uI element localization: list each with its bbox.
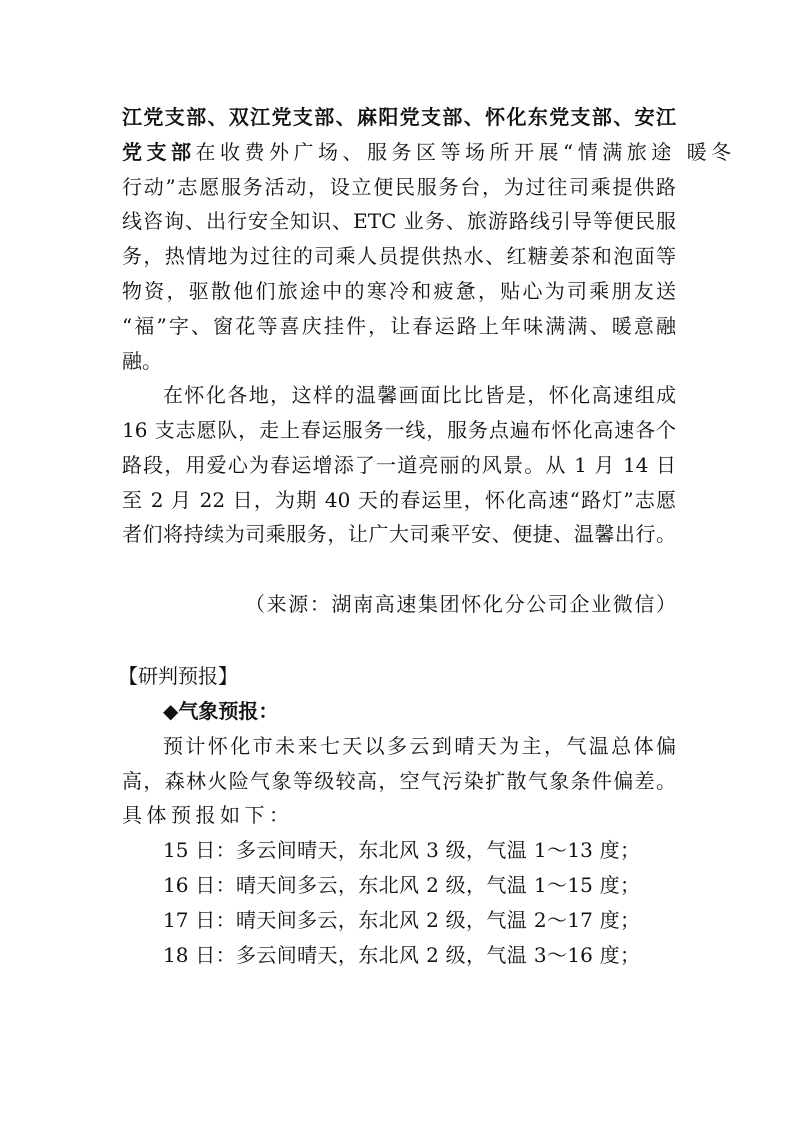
paragraph1-line: 物资，驱散他们旅途中的寒冷和疲惫，贴心为司乘朋友送 [122, 279, 676, 303]
paragraph2-line: 路段，用爱心为春运增添了一道亮丽的风景。从 1 月 14 日 [122, 453, 676, 477]
forecast-line: 17 日：晴天间多云，东北风 2 级，气温 2～17 度； [163, 908, 640, 932]
forecast-line: 18 日：多云间晴天，东北风 2 级，气温 3～16 度； [163, 943, 640, 967]
paragraph1-line: 行动”志愿服务活动，设立便民服务台，为过往司乘提供路 [122, 175, 676, 199]
paragraph1-line-2 [122, 139, 736, 165]
bold-party-branch: 党支部 [122, 140, 196, 164]
intro-line: 具体预报如下： [122, 803, 294, 827]
paragraph1-line-1 [122, 104, 676, 130]
paragraph2-line: 16 支志愿队，走上春运服务一线，服务点遍布怀化高速各个 [122, 418, 676, 442]
intro-line: 预计怀化市未来七天以多云到晴天为主，气温总体偏 [163, 734, 676, 758]
paragraph1-line: “福”字、窗花等喜庆挂件，让春运路上年味满满、暖意融 [122, 314, 676, 338]
paragraph1-line: 线咨询、出行安全知识、ETC 业务、旅游路线引导等便民服 [122, 209, 676, 233]
intro-line: 高，森林火险气象等级较高，空气污染扩散气象条件偏差。 [122, 769, 676, 793]
source-note: （来源：湖南高速集团怀化分公司企业微信） [245, 592, 676, 616]
text: 在收费外广场、服务区等场所开展“情满旅途 暖冬 [195, 140, 736, 164]
section-heading: 【研判预报】 [118, 664, 238, 688]
paragraph2-line: 在怀化各地，这样的温馨画面比比皆是，怀化高速组成 [163, 383, 676, 407]
weather-subheading-text: ◆气象预报： [163, 699, 279, 723]
paragraph2-line: 者们将持续为司乘服务，让广大司乘平安、便捷、温馨出行。 [122, 522, 676, 546]
forecast-line: 16 日：晴天间多云，东北风 2 级，气温 1～15 度； [163, 873, 640, 897]
bold-party-branches: 江党支部、双江党支部、麻阳党支部、怀化东党支部、安江 [122, 105, 676, 129]
paragraph2-line: 至 2 月 22 日，为期 40 天的春运里，怀化高速“路灯”志愿 [122, 488, 676, 512]
forecast-line: 15 日：多云间晴天，东北风 3 级，气温 1～13 度； [163, 838, 640, 862]
paragraph1-line: 务，热情地为过往的司乘人员提供热水、红糖姜茶和泡面等 [122, 244, 676, 268]
paragraph1-line: 融。 [122, 349, 162, 373]
weather-subheading [163, 698, 278, 724]
